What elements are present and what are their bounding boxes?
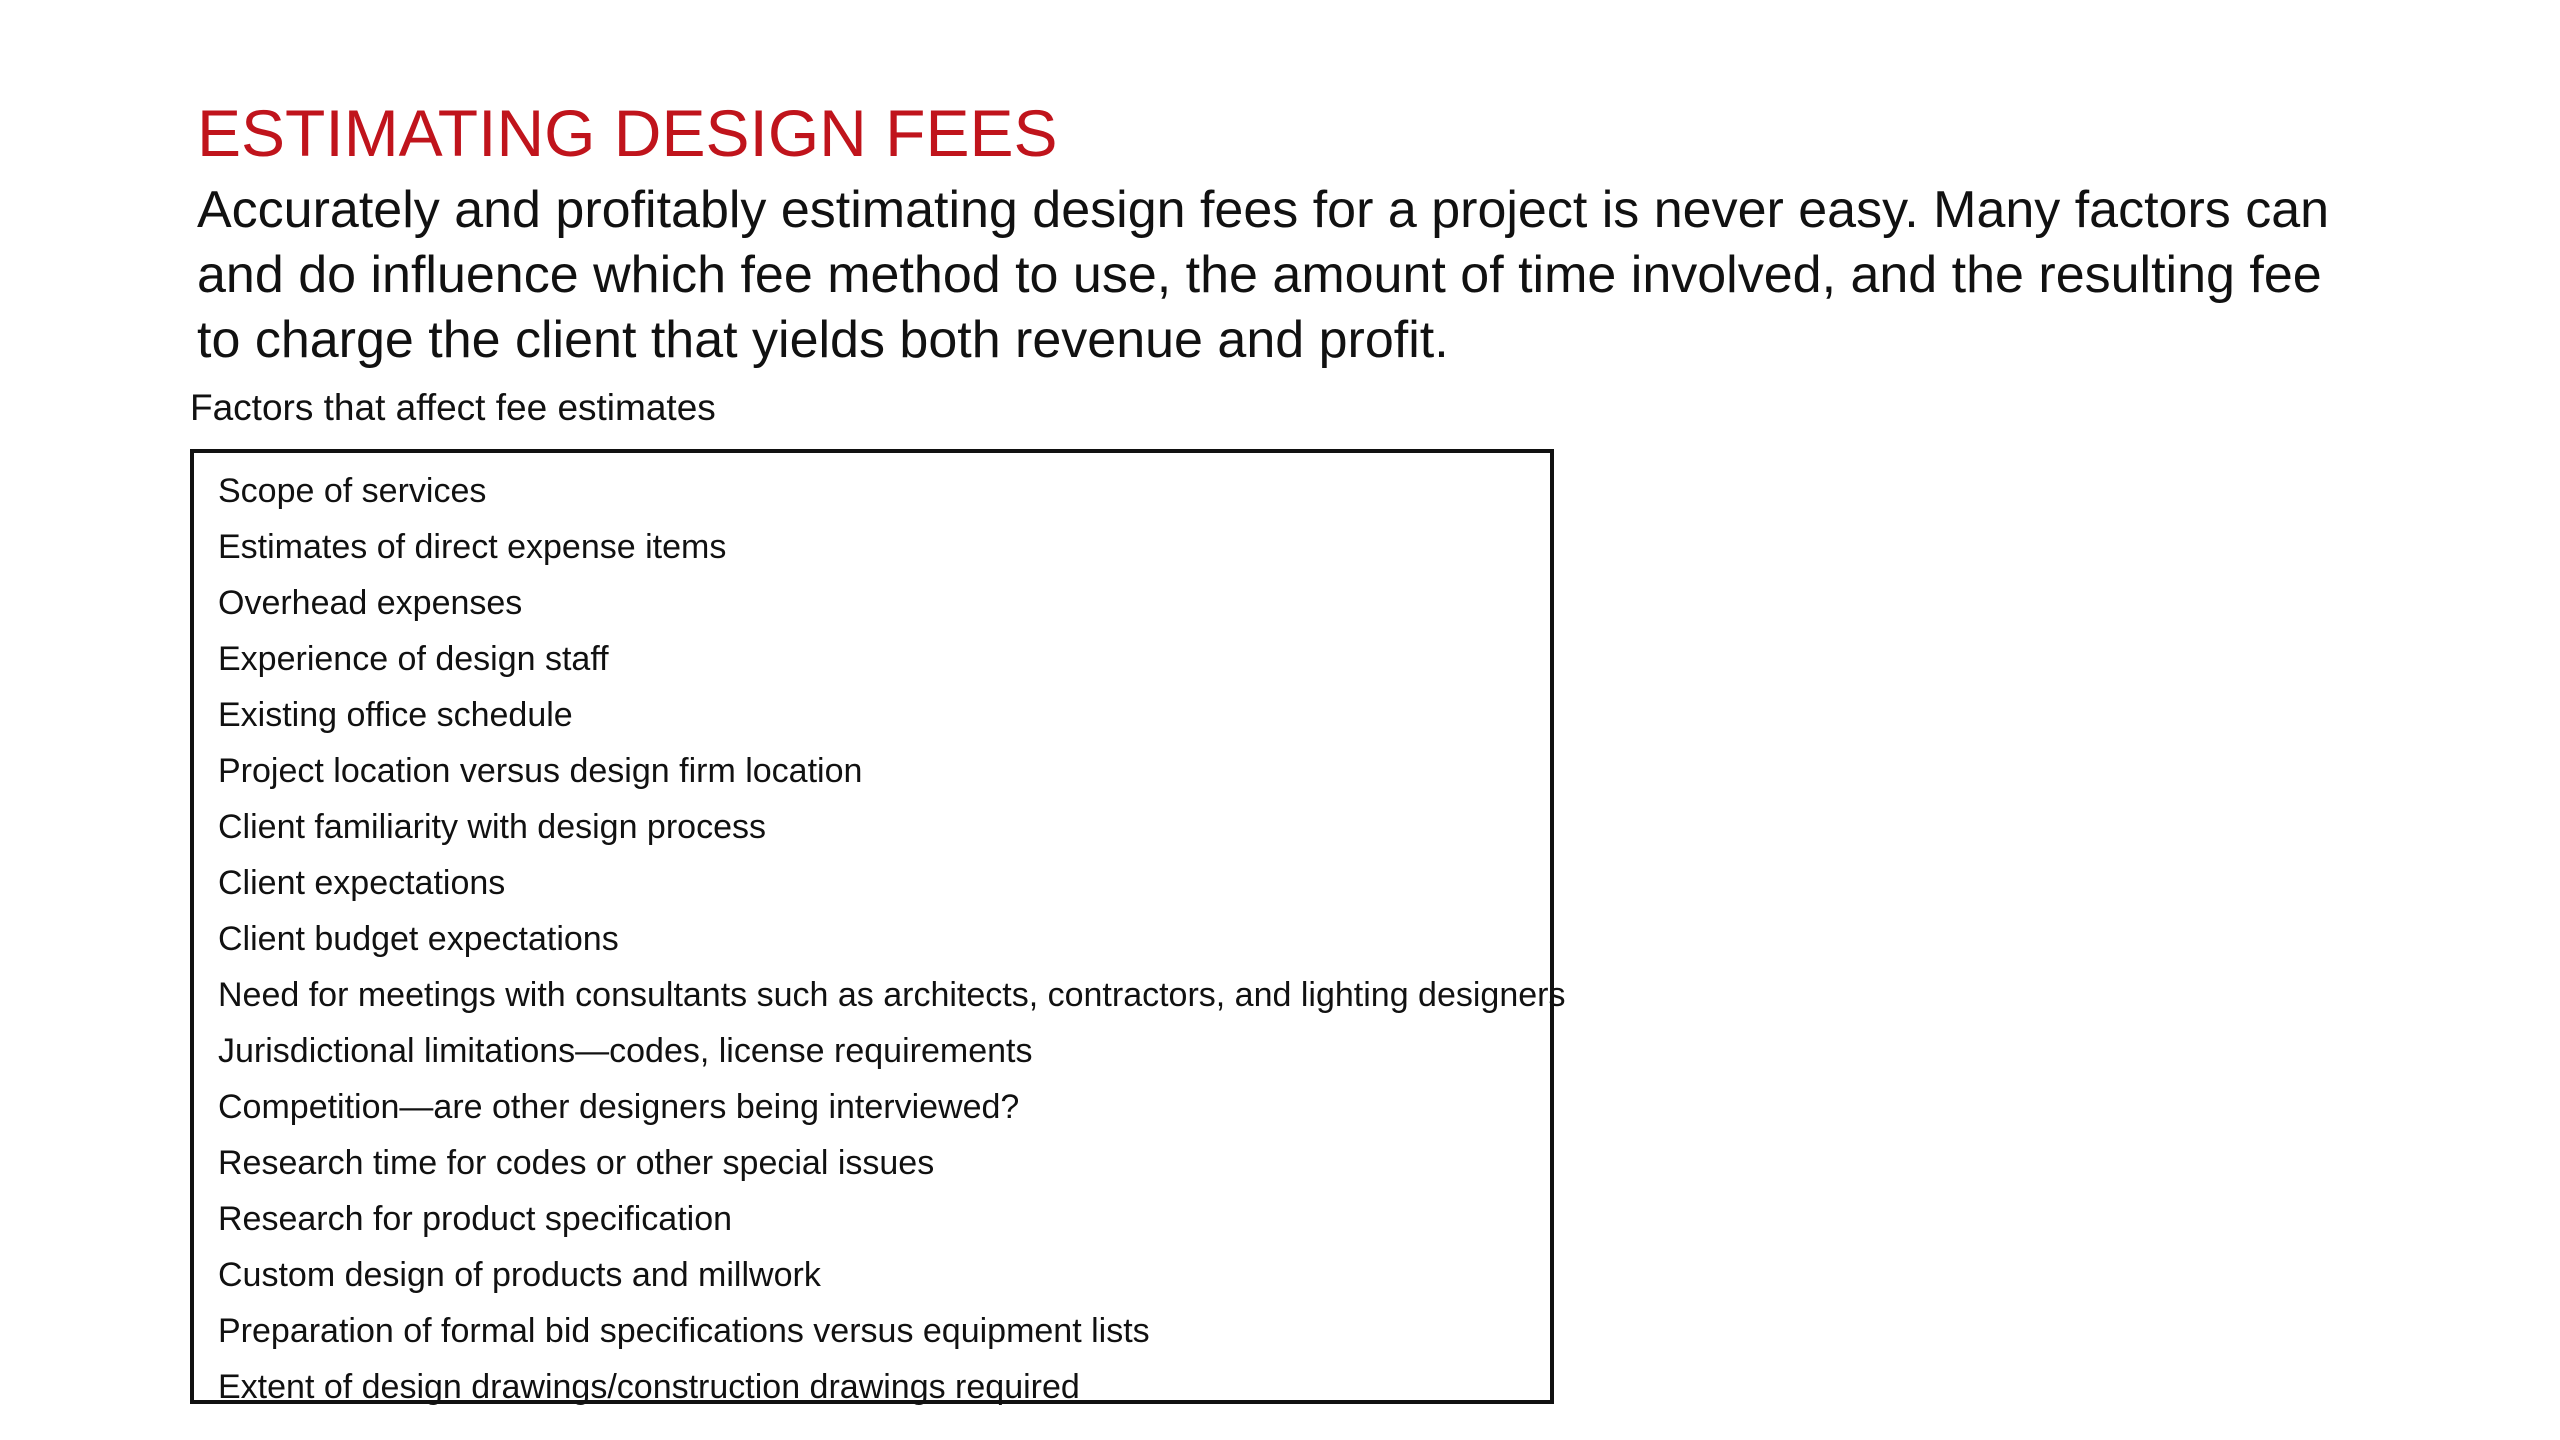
factor-item: Experience of design staff [218, 640, 609, 678]
factor-item: Scope of services [218, 472, 487, 510]
factor-item: Need for meetings with consultants such as architects, contractors, and lighting designers [218, 976, 1566, 1014]
factor-item: Client expectations [218, 864, 506, 902]
table-caption: Factors that affect fee estimates [190, 387, 716, 428]
factor-item: Existing office schedule [218, 696, 573, 734]
factor-item: Research time for codes or other special issues [218, 1144, 935, 1182]
intro-paragraph: Accurately and profitably estimating design fees for a project is never easy. Many factors can and do influence which fee method to use, the amount of time involved, and the resulting fee to charge the client that yields both revenue and profit. [197, 181, 2330, 369]
factor-item: Preparation of formal bid specifications versus equipment lists [218, 1312, 1150, 1350]
factor-item: Competition—are other designers being interviewed? [218, 1088, 1020, 1126]
factor-item: Overhead expenses [218, 584, 523, 622]
factor-item: Client familiarity with design process [218, 808, 766, 846]
factors-table [190, 449, 1566, 1406]
factor-item: Extent of design drawings/construction drawings required [218, 1368, 1080, 1406]
factor-item: Custom design of products and millwork [218, 1256, 821, 1294]
slide-title: ESTIMATING DESIGN FEES [197, 96, 1058, 170]
factor-item: Estimates of direct expense items [218, 528, 727, 566]
factor-item: Research for product specification [218, 1200, 733, 1238]
factor-item: Project location versus design firm location [218, 752, 863, 790]
factor-item: Jurisdictional limitations—codes, license requirements [218, 1032, 1033, 1070]
factor-item: Client budget expectations [218, 920, 619, 958]
factors-list [218, 463, 1566, 1415]
